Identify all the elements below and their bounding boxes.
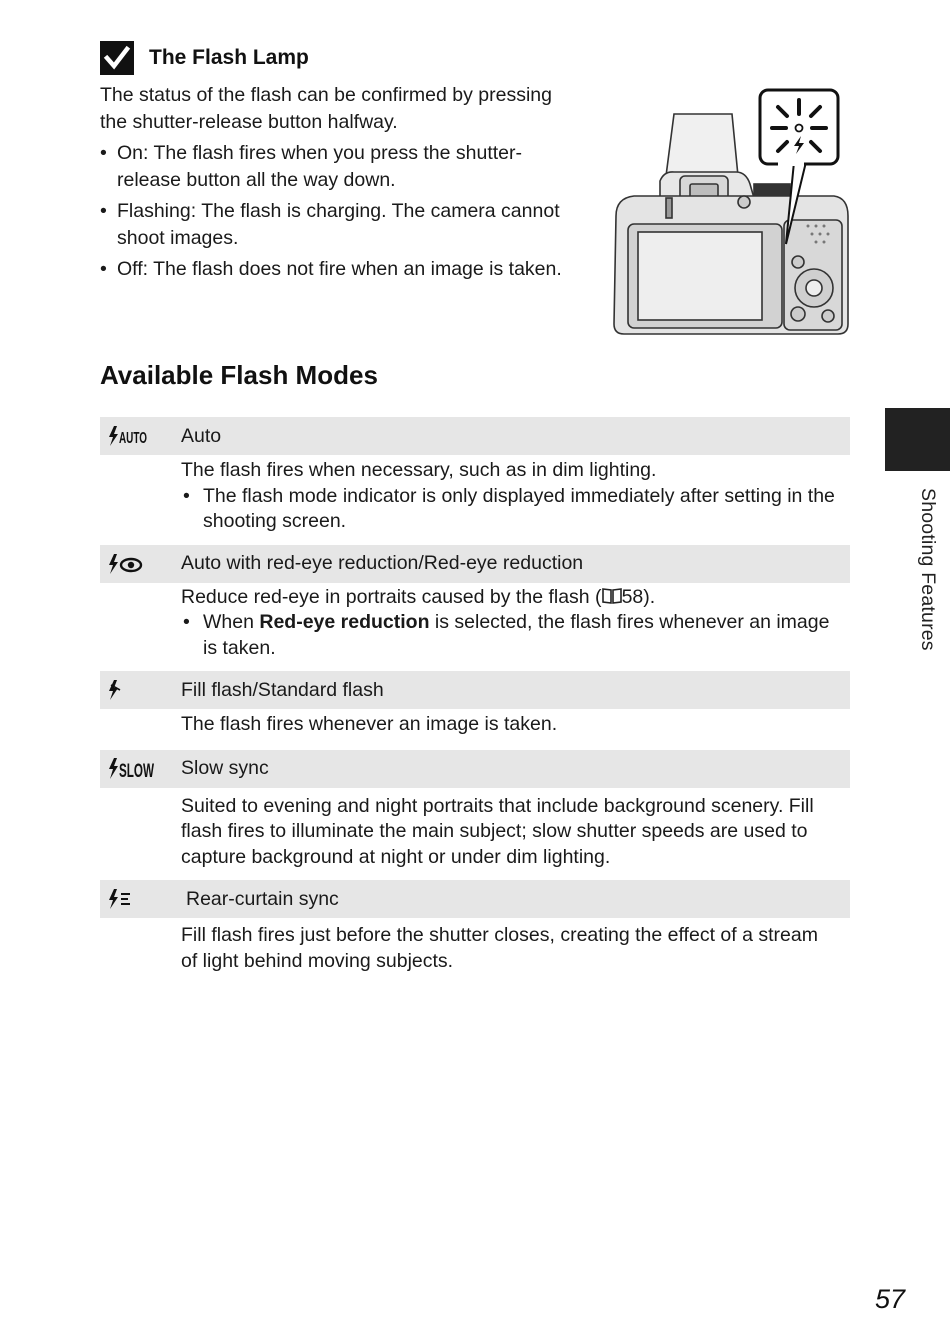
mode-name: Slow sync xyxy=(181,757,269,779)
check-mark-icon xyxy=(100,41,134,75)
mode-desc-text: Suited to evening and night portraits that include background scenery. Fill flash fires to illuminate the main subject; slow shutter speeds are used to capture background at night or under dim lighting. xyxy=(181,794,814,868)
flash-auto-icon xyxy=(100,425,181,447)
section-tab-marker xyxy=(885,408,950,471)
mode-name: Auto xyxy=(181,424,222,447)
side-tab-label: Shooting Features xyxy=(917,488,939,651)
mode-desc-text: Reduce red-eye in portraits caused by the flash ( 58). xyxy=(181,585,656,608)
mode-name: Fill flash/Standard flash xyxy=(181,678,384,701)
list-item: • Flashing: The flash is charging. The camera cannot shoot images. xyxy=(100,198,580,252)
list-item: • On: The flash fires when you press the shutter-release button all the way down. xyxy=(100,140,580,194)
note-list xyxy=(100,140,580,283)
mode-name: Rear-curtain sync xyxy=(186,887,339,910)
page-number: 57 xyxy=(875,1284,906,1314)
list-item: • Off: The flash does not fire when an image is taken. xyxy=(100,256,580,283)
rear-curtain-sync-icon xyxy=(100,888,181,910)
mode-desc-text: Fill flash fires just before the shutter closes, creating the effect of a stream of light behind moving subjects. xyxy=(181,924,818,972)
note-intro: The status of the flash can be confirmed by pressing the shutter-release button halfway. xyxy=(100,84,552,133)
mode-name: Auto with red-eye reduction/Red-eye reduction xyxy=(181,552,584,574)
mode-description xyxy=(100,455,850,545)
section-title: Available Flash Modes xyxy=(100,360,378,390)
mode-desc-text: The flash fires when necessary, such as in dim lighting. xyxy=(181,459,657,481)
mode-description xyxy=(100,709,850,750)
mode-row-rear-curtain xyxy=(100,880,850,918)
camera-back-flash-lamp-icon xyxy=(608,86,854,338)
slow-sync-icon xyxy=(100,757,181,781)
fill-flash-icon xyxy=(100,679,181,701)
list-item: • When Red-eye reduction is selected, the flash fires whenever an image is taken. xyxy=(181,610,838,661)
mode-desc-text: The flash fires whenever an image is taken. xyxy=(181,713,558,735)
mode-row-auto xyxy=(100,417,850,455)
svg-text:AUTO: AUTO xyxy=(119,430,147,447)
mode-row-fill-flash xyxy=(100,671,850,709)
flash-red-eye-icon xyxy=(100,553,181,575)
book-reference-icon xyxy=(602,586,622,608)
svg-text:SLOW: SLOW xyxy=(119,760,155,782)
flash-modes-table xyxy=(100,417,850,984)
note-title: The Flash Lamp xyxy=(149,46,309,69)
note-heading xyxy=(100,40,309,76)
mode-description xyxy=(100,583,850,672)
list-item: • The flash mode indicator is only displayed immediately after setting in the shooting screen. xyxy=(181,484,838,535)
mode-description xyxy=(100,918,850,984)
note-body xyxy=(100,82,580,287)
mode-row-slow-sync xyxy=(100,750,850,788)
mode-description xyxy=(100,788,850,881)
mode-row-red-eye xyxy=(100,545,850,583)
